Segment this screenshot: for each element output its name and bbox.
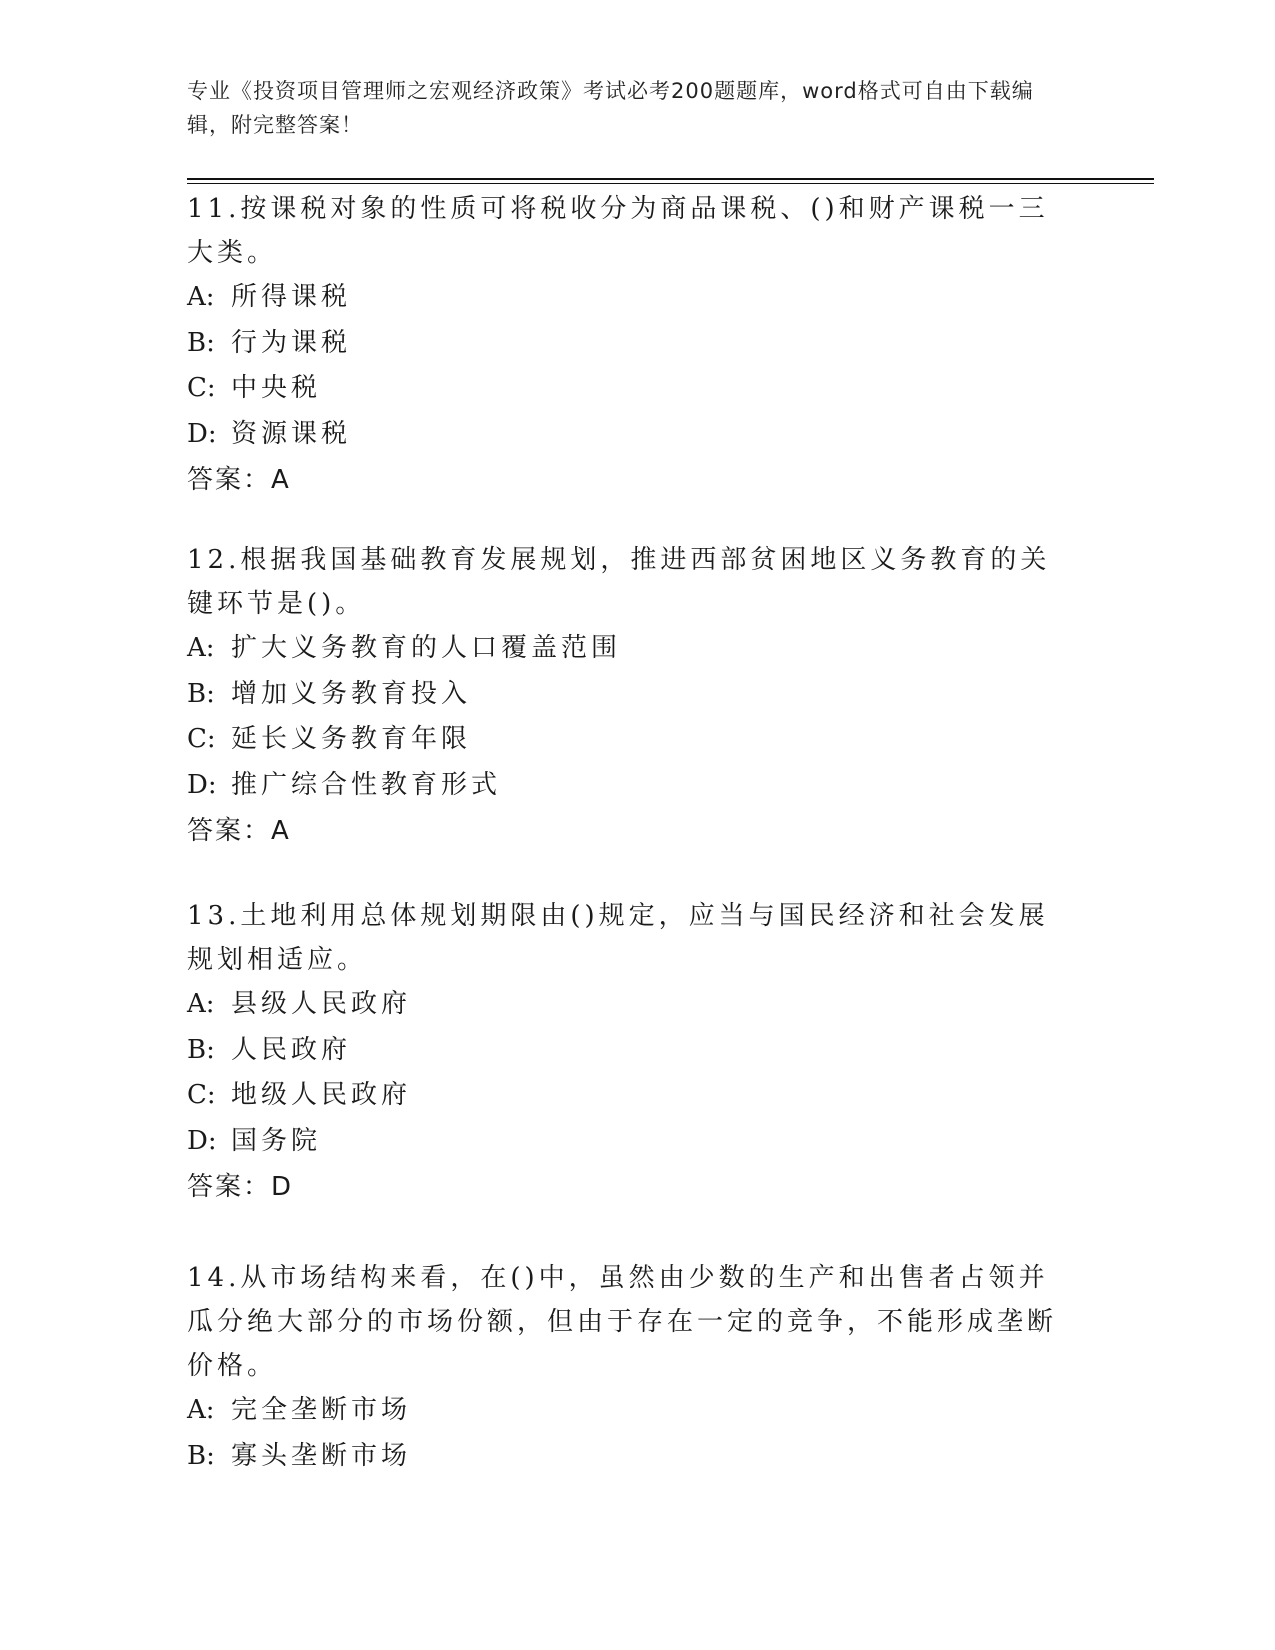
question-stem: 13.土地利用总体规划期限由()规定，应当与国民经济和社会发展规划相适应。 <box>187 901 1049 975</box>
option-key: B: <box>187 1440 215 1471</box>
question-13 <box>187 894 1067 1210</box>
option-c <box>187 1073 1067 1119</box>
option-text: 所得课税 <box>231 282 352 312</box>
document-header: 专业《投资项目管理师之宏观经济政策》考试必考200题题库，word格式可自由下载编辑，附完整答案！ <box>187 79 1034 137</box>
option-key: C: <box>187 373 216 403</box>
answer-line: 答案：A <box>187 816 291 846</box>
option-key: C: <box>187 1080 216 1110</box>
option-b <box>187 1028 1067 1074</box>
option-key: B: <box>187 1034 215 1065</box>
option-key: A: <box>187 282 215 312</box>
header-divider-thin <box>187 183 1154 184</box>
question-14 <box>187 1256 1067 1479</box>
option-text: 县级人民政府 <box>231 989 412 1019</box>
option-key: B: <box>187 327 215 358</box>
option-key: D: <box>187 1125 217 1156</box>
question-12 <box>187 538 1067 854</box>
option-text: 人民政府 <box>231 1034 352 1065</box>
option-b <box>187 672 1067 718</box>
header-divider-thick <box>187 178 1154 180</box>
option-key: A: <box>187 633 215 663</box>
option-text: 行为课税 <box>231 327 352 358</box>
question-stem: 14.从市场结构来看，在()中，虽然由少数的生产和出售者占领并瓜分绝大部分的市场份额，但由于存在一定的竞争，不能形成垄断价格。 <box>187 1263 1058 1381</box>
answer-line: 答案：A <box>187 465 291 495</box>
option-key: D: <box>187 769 217 800</box>
option-key: B: <box>187 678 215 709</box>
option-text: 国务院 <box>231 1125 322 1156</box>
option-text: 资源课税 <box>231 418 352 449</box>
option-a <box>187 275 1067 321</box>
answer-line: 答案：D <box>187 1172 294 1202</box>
option-key: D: <box>187 418 217 449</box>
option-text: 增加义务教育投入 <box>231 678 472 709</box>
option-b <box>187 321 1067 367</box>
option-b <box>187 1434 1067 1480</box>
option-a <box>187 626 1067 672</box>
option-key: C: <box>187 724 216 754</box>
option-text: 扩大义务教育的人口覆盖范围 <box>231 633 622 663</box>
option-c <box>187 366 1067 412</box>
option-text: 地级人民政府 <box>231 1080 412 1110</box>
option-text: 完全垄断市场 <box>231 1395 412 1425</box>
option-text: 中央税 <box>231 373 322 403</box>
option-key: A: <box>187 989 215 1019</box>
option-key: A: <box>187 1395 215 1425</box>
option-a <box>187 1388 1067 1434</box>
option-text: 延长义务教育年限 <box>231 724 472 754</box>
question-stem: 11.按课税对象的性质可将税收分为商品课税、()和财产课税一三大类。 <box>187 194 1049 268</box>
question-stem: 12.根据我国基础教育发展规划，推进西部贫困地区义务教育的关键环节是()。 <box>187 545 1051 619</box>
option-d <box>187 763 1067 809</box>
option-d <box>187 1119 1067 1165</box>
question-11 <box>187 187 1067 503</box>
option-text: 推广综合性教育形式 <box>231 769 502 800</box>
option-d <box>187 412 1067 458</box>
option-c <box>187 717 1067 763</box>
option-text: 寡头垄断市场 <box>231 1440 412 1471</box>
option-a <box>187 982 1067 1028</box>
